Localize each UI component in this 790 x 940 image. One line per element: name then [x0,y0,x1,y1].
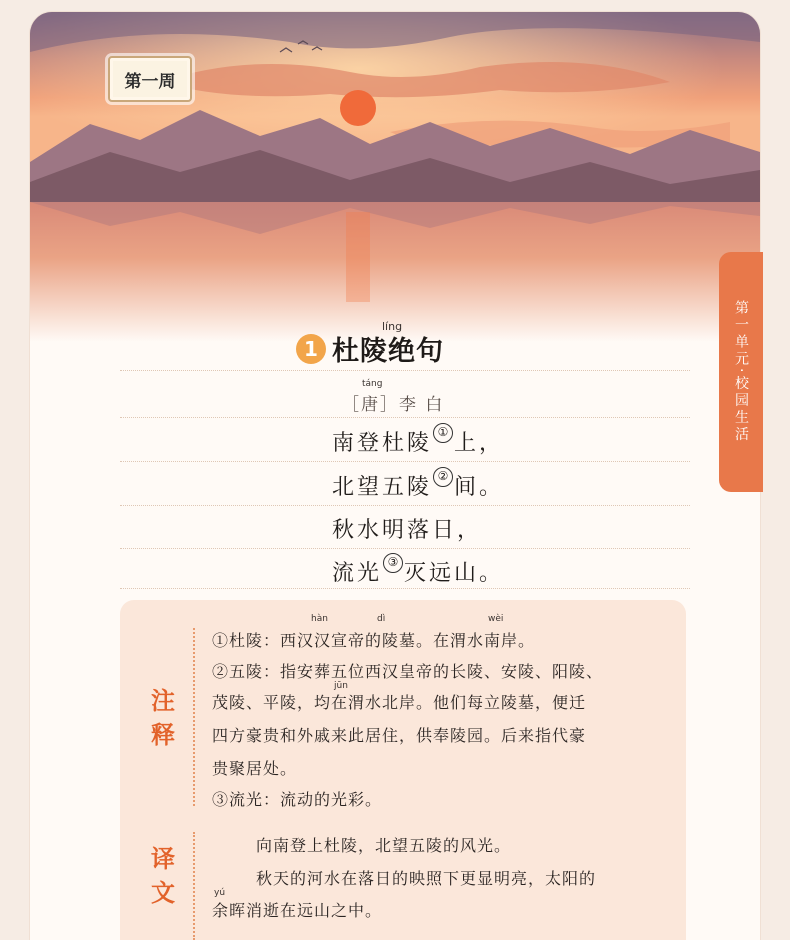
pinyin-wei: wèi [488,614,504,624]
notes-label: 注释 [151,687,175,749]
translation-line-3: 余晖消逝在远山之中。 [212,901,383,920]
verse-line-3: 秋水明落日， [332,518,483,543]
divider-line [120,588,690,589]
divider-line [120,417,690,418]
note-line-3: 茂陵、平陵，均在渭水北岸。他们每立陵墓，便迁 [212,693,587,712]
divider-line [120,461,690,462]
notes-divider [193,628,195,806]
translation-label: 译文 [151,845,175,907]
unit-side-tab[interactable]: 第一单元·校园生活 [719,252,763,492]
translation-divider [193,832,195,940]
dynasty-pinyin: táng [362,379,383,389]
week-badge: 第一周 [108,56,192,102]
note-marker[interactable]: ① [433,423,453,443]
verse-line-4: 流光 ③ 灭远山。 [332,555,505,586]
pinyin-jun: jūn [334,681,348,691]
note-marker[interactable]: ③ [383,553,403,573]
poem-title-row [296,318,444,368]
poem-title: 杜陵绝句 [332,336,444,367]
poem-number-badge: 1 [296,334,326,364]
pinyin-yu: yú [214,888,226,898]
verse-line-2: 北望五陵 ② 间。 [332,469,505,500]
pinyin-di: dì [377,614,386,624]
verse-line-1: 南登杜陵 ① 上， [332,425,505,456]
divider-line [120,505,690,506]
divider-line [120,548,690,549]
divider-line [120,370,690,371]
note-line-1: ①杜陵：西汉汉宣帝的陵墓。在渭水南岸。 [212,631,536,650]
pinyin-han: hàn [311,614,328,624]
notes-panel [120,600,686,940]
note-marker[interactable]: ② [433,467,453,487]
note-line-6: ③流光：流动的光彩。 [212,790,383,809]
translation-line-2: 秋天的河水在落日的映照下更显明亮，太阳的 [256,869,597,888]
note-line-5: 贵聚居处。 [212,759,298,778]
translation-line-1: 向南登上杜陵，北望五陵的风光。 [256,836,512,855]
poem-author: ［唐］李 白 [342,395,445,415]
note-line-2: ②五陵：指安葬五位西汉皇帝的长陵、安陵、阳陵、 [212,662,604,681]
note-line-4: 四方豪贵和外戚来此居住，供奉陵园。后来指代豪 [212,726,587,745]
title-pinyin: líng [382,320,403,333]
